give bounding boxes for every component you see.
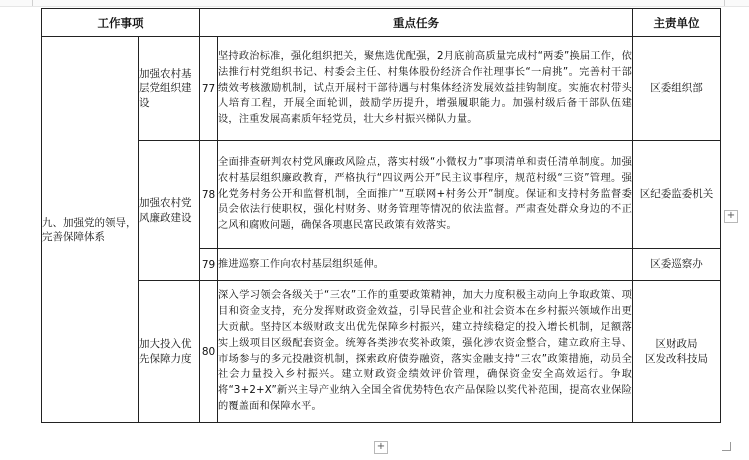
ruler-corner-left <box>6 0 33 6</box>
section-title: 九、加强党的领导，完善保障体系 <box>42 37 139 423</box>
subitem-cell: 加强农村基层党组织建设 <box>139 37 200 141</box>
table-row <box>42 37 721 141</box>
header-unit: 主责单位 <box>633 9 721 37</box>
subitem-cell: 加强农村党风廉政建设 <box>139 141 200 281</box>
item-number: 79 <box>200 249 218 281</box>
add-column-button[interactable]: + <box>724 210 738 223</box>
task-table <box>41 8 721 423</box>
task-text: 全面排查研判农村党风廉政风险点，落实村级“小微权力”事项清单和责任清单制度。加强农村基层组织廉政教育，严格执行“四议两公开”民主议事程序，规范村级“三资”管理。强化党务村务公开和监督机制，全面推广“互联网+村务公开”制度。保证和支持村务监督委员会依法行使职权，强化村财务、财务管理等情况的依法监督。严肃查处群众身边的不正之风和腐败问题，确保各项惠民富民政策有效落实。 <box>218 141 633 249</box>
item-number: 80 <box>200 281 218 423</box>
header-tasks: 重点任务 <box>200 9 633 37</box>
unit-cell: 区委巡察办 <box>633 249 721 281</box>
add-row-button[interactable]: + <box>374 441 388 454</box>
task-text: 推进巡察工作向农村基层组织延伸。 <box>218 249 633 281</box>
task-text: 深入学习领会各级关于“三农”工作的重要政策精神，加大力度积极主动向上争取政策、项目和资金支持，充分发挥财政资金效益，引导民营企业和社会资本在乡村振兴领域作出更大贡献。坚持区本级财政支出优先保障乡村振兴，建立持续稳定的投入增长机制，足额落实上级项目区级配套资金。统筹各类涉农奖补政策，强化涉农资金整合，建立政府主导、市场参与的多元投融资机制，探索政府债券融资，落实金融支持“三农”政策措施，动员全社会力量投入乡村振兴。建立财政资金绩效评价管理，确保资金安全高效运行。争取将“3+2+X”新兴主导产业纳入全国全省优势特色农产品保险以奖代补范围，提高农业保险的覆盖面和保障水平。 <box>218 281 633 423</box>
header-matters: 工作事项 <box>42 9 200 37</box>
unit-cell: 区纪委监委机关 <box>633 141 721 249</box>
ruler-corner-right <box>724 0 739 6</box>
unit-cell: 区财政局 区发改科技局 <box>633 281 721 423</box>
item-number: 78 <box>200 141 218 249</box>
table-row <box>42 281 721 423</box>
table-header-row <box>42 9 721 37</box>
item-number: 77 <box>200 37 218 141</box>
task-text: 坚持政治标准，强化组织把关，聚焦选优配强，2月底前高质量完成村“两委”换届工作，依法推行村党组织书记、村委会主任、村集体股份经济合作社理事长“一肩挑”。完善村干部绩效考核激励机制，试点开展村干部待遇与村集体经济发展效益挂钩制度。实施农村带头人培育工程，开展全面轮训，鼓励学历提升，增强履职能力。加强村级后备干部队伍建设，注重发展高素质年轻党员，壮大乡村振兴梯队力量。 <box>218 37 633 141</box>
resize-handle-icon[interactable] <box>722 442 731 451</box>
subitem-cell: 加大投入优先保障力度 <box>139 281 200 423</box>
table-row <box>42 141 721 249</box>
top-ruler <box>0 0 749 7</box>
unit-cell: 区委组织部 <box>633 37 721 141</box>
